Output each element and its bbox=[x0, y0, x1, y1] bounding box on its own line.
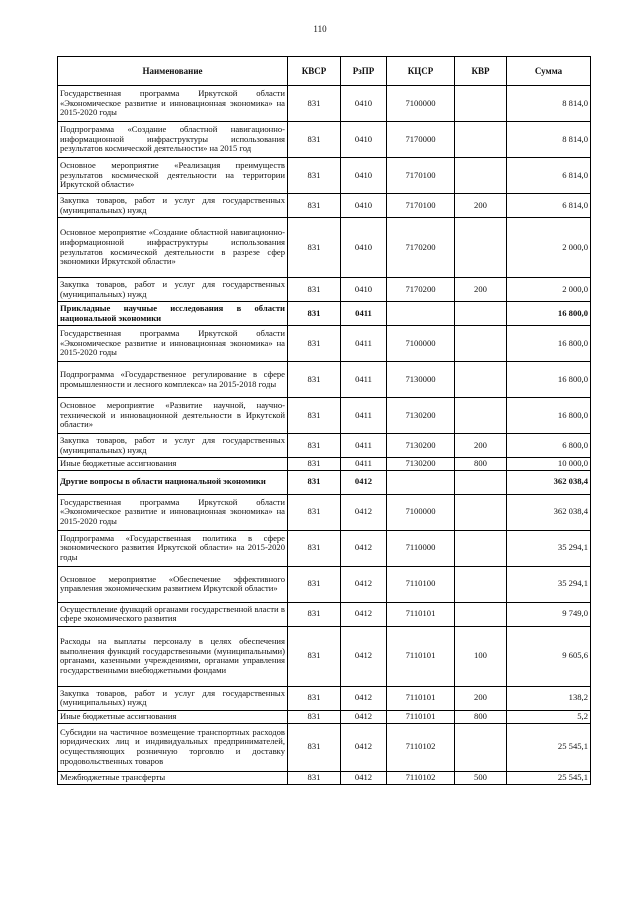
table-row bbox=[58, 530, 591, 566]
cell-kcsr: 7170100 bbox=[387, 158, 455, 194]
cell-kvsr: 831 bbox=[288, 566, 341, 602]
cell-name: Закупка товаров, работ и услуг для государственных (муниципальных) нужд bbox=[58, 194, 288, 218]
cell-rzpr: 0410 bbox=[341, 86, 387, 122]
cell-rzpr: 0412 bbox=[341, 771, 387, 784]
table-row bbox=[58, 566, 591, 602]
cell-kvsr: 831 bbox=[288, 710, 341, 723]
cell-rzpr: 0410 bbox=[341, 194, 387, 218]
table-row bbox=[58, 278, 591, 302]
table-row bbox=[58, 158, 591, 194]
table-row bbox=[58, 302, 591, 326]
cell-kvsr: 831 bbox=[288, 602, 341, 626]
cell-sum: 25 545,1 bbox=[507, 723, 591, 771]
cell-kvsr: 831 bbox=[288, 771, 341, 784]
cell-kvr bbox=[455, 362, 507, 398]
cell-kcsr bbox=[387, 470, 455, 494]
cell-kcsr: 7110101 bbox=[387, 626, 455, 686]
cell-name: Иные бюджетные ассигнования bbox=[58, 710, 288, 723]
cell-name: Государственная программа Иркутской области «Экономическое развитие и инновационная экономика» на 2015-2020 годы bbox=[58, 86, 288, 122]
cell-kvr: 200 bbox=[455, 686, 507, 710]
cell-kcsr: 7110101 bbox=[387, 686, 455, 710]
cell-sum: 16 800,0 bbox=[507, 398, 591, 434]
cell-kvr: 800 bbox=[455, 710, 507, 723]
cell-kvsr: 831 bbox=[288, 194, 341, 218]
cell-name: Основное мероприятие «Создание областной навигационно-информационной инфраструктуры использования результатов космической деятельности в разрезе сфер экономики Иркутской области» bbox=[58, 218, 288, 278]
column-header-kvr: КВР bbox=[455, 57, 507, 86]
table-row bbox=[58, 723, 591, 771]
cell-name: Субсидии на частичное возмещение транспортных расходов юридических лиц и индивидуальных предпринимателей, осуществляющих розничную торговлю и доставку продовольственных товаров bbox=[58, 723, 288, 771]
cell-rzpr: 0412 bbox=[341, 566, 387, 602]
cell-kvsr: 831 bbox=[288, 158, 341, 194]
cell-kvr: 500 bbox=[455, 771, 507, 784]
cell-name: Закупка товаров, работ и услуг для государственных (муниципальных) нужд bbox=[58, 278, 288, 302]
cell-kcsr: 7170100 bbox=[387, 194, 455, 218]
cell-kvsr: 831 bbox=[288, 302, 341, 326]
cell-name: Иные бюджетные ассигнования bbox=[58, 458, 288, 471]
cell-kcsr: 7110102 bbox=[387, 723, 455, 771]
cell-kcsr: 7110100 bbox=[387, 566, 455, 602]
cell-sum: 16 800,0 bbox=[507, 326, 591, 362]
cell-kcsr bbox=[387, 302, 455, 326]
table-row bbox=[58, 710, 591, 723]
cell-rzpr: 0412 bbox=[341, 686, 387, 710]
cell-sum: 6 814,0 bbox=[507, 158, 591, 194]
cell-name: Основное мероприятие «Реализация преимуществ результатов космической деятельности на территории Иркутской области» bbox=[58, 158, 288, 194]
cell-sum: 6 800,0 bbox=[507, 434, 591, 458]
cell-sum: 16 800,0 bbox=[507, 302, 591, 326]
cell-name: Основное мероприятие «Обеспечение эффективного управления экономическим развитием Иркутской области» bbox=[58, 566, 288, 602]
column-header-sum: Сумма bbox=[507, 57, 591, 86]
cell-sum: 10 000,0 bbox=[507, 458, 591, 471]
cell-kcsr: 7130000 bbox=[387, 362, 455, 398]
cell-kcsr: 7100000 bbox=[387, 86, 455, 122]
table-row bbox=[58, 434, 591, 458]
cell-sum: 9 605,6 bbox=[507, 626, 591, 686]
cell-name: Другие вопросы в области национальной экономики bbox=[58, 470, 288, 494]
table-row bbox=[58, 362, 591, 398]
cell-kvr bbox=[455, 494, 507, 530]
cell-kvr bbox=[455, 470, 507, 494]
cell-kvr bbox=[455, 723, 507, 771]
cell-kcsr: 7130200 bbox=[387, 458, 455, 471]
cell-kvr bbox=[455, 602, 507, 626]
cell-rzpr: 0412 bbox=[341, 626, 387, 686]
table-row bbox=[58, 218, 591, 278]
table-row bbox=[58, 458, 591, 471]
cell-kvr bbox=[455, 302, 507, 326]
cell-kvsr: 831 bbox=[288, 86, 341, 122]
cell-kvr: 200 bbox=[455, 194, 507, 218]
cell-kvr bbox=[455, 566, 507, 602]
cell-kcsr: 7130200 bbox=[387, 434, 455, 458]
column-header-kcsr: КЦСР bbox=[387, 57, 455, 86]
cell-sum: 2 000,0 bbox=[507, 278, 591, 302]
cell-kcsr: 7110101 bbox=[387, 602, 455, 626]
cell-name: Государственная программа Иркутской области «Экономическое развитие и инновационная экономика» на 2015-2020 годы bbox=[58, 326, 288, 362]
cell-rzpr: 0411 bbox=[341, 398, 387, 434]
cell-rzpr: 0411 bbox=[341, 434, 387, 458]
cell-rzpr: 0412 bbox=[341, 710, 387, 723]
cell-rzpr: 0411 bbox=[341, 458, 387, 471]
cell-kvr: 200 bbox=[455, 278, 507, 302]
cell-sum: 9 749,0 bbox=[507, 602, 591, 626]
cell-kvsr: 831 bbox=[288, 530, 341, 566]
cell-kvsr: 831 bbox=[288, 218, 341, 278]
page-number: 110 bbox=[313, 24, 327, 34]
cell-sum: 362 038,4 bbox=[507, 494, 591, 530]
cell-sum: 5,2 bbox=[507, 710, 591, 723]
cell-name: Межбюджетные трансферты bbox=[58, 771, 288, 784]
cell-kcsr: 7170000 bbox=[387, 122, 455, 158]
cell-name: Подпрограмма «Государственная политика в сфере экономического развития Иркутской области» на 2015-2020 годы bbox=[58, 530, 288, 566]
cell-kvr bbox=[455, 530, 507, 566]
table-row bbox=[58, 86, 591, 122]
table-body bbox=[58, 86, 591, 785]
cell-kvsr: 831 bbox=[288, 398, 341, 434]
cell-sum: 35 294,1 bbox=[507, 566, 591, 602]
cell-name: Закупка товаров, работ и услуг для государственных (муниципальных) нужд bbox=[58, 686, 288, 710]
cell-kcsr: 7110000 bbox=[387, 530, 455, 566]
table-row bbox=[58, 771, 591, 784]
cell-rzpr: 0412 bbox=[341, 602, 387, 626]
table-row bbox=[58, 326, 591, 362]
cell-rzpr: 0412 bbox=[341, 530, 387, 566]
cell-kvsr: 831 bbox=[288, 362, 341, 398]
cell-kvsr: 831 bbox=[288, 278, 341, 302]
cell-kcsr: 7110101 bbox=[387, 710, 455, 723]
table-row bbox=[58, 194, 591, 218]
cell-name: Основное мероприятие «Развитие научной, научно-технической и инновационной деятельности в Иркутской области» bbox=[58, 398, 288, 434]
cell-sum: 35 294,1 bbox=[507, 530, 591, 566]
column-header-rzpr: РзПР bbox=[341, 57, 387, 86]
cell-sum: 16 800,0 bbox=[507, 362, 591, 398]
cell-kvsr: 831 bbox=[288, 458, 341, 471]
cell-rzpr: 0410 bbox=[341, 278, 387, 302]
cell-kvr bbox=[455, 158, 507, 194]
cell-kcsr: 7110102 bbox=[387, 771, 455, 784]
cell-name: Расходы на выплаты персоналу в целях обеспечения выполнения функций государственными (муниципальными) органами, казенными учреждениями, органами управления государственными внебюджетными фондами bbox=[58, 626, 288, 686]
cell-kvsr: 831 bbox=[288, 686, 341, 710]
cell-name: Подпрограмма «Государственное регулирование в сфере промышленности и лесного комплекса» на 2015-2018 годы bbox=[58, 362, 288, 398]
cell-kvr bbox=[455, 398, 507, 434]
cell-kvsr: 831 bbox=[288, 122, 341, 158]
table-row bbox=[58, 626, 591, 686]
cell-kvsr: 831 bbox=[288, 434, 341, 458]
cell-kvr: 200 bbox=[455, 434, 507, 458]
table-row bbox=[58, 470, 591, 494]
cell-kvr: 800 bbox=[455, 458, 507, 471]
cell-sum: 8 814,0 bbox=[507, 122, 591, 158]
cell-name: Закупка товаров, работ и услуг для государственных (муниципальных) нужд bbox=[58, 434, 288, 458]
cell-rzpr: 0410 bbox=[341, 158, 387, 194]
cell-kvsr: 831 bbox=[288, 326, 341, 362]
cell-sum: 25 545,1 bbox=[507, 771, 591, 784]
budget-table bbox=[57, 56, 591, 785]
table-header-row bbox=[58, 57, 591, 86]
cell-kcsr: 7170200 bbox=[387, 278, 455, 302]
cell-rzpr: 0411 bbox=[341, 326, 387, 362]
cell-rzpr: 0410 bbox=[341, 122, 387, 158]
cell-kvr bbox=[455, 218, 507, 278]
column-header-kvsr: КВСР bbox=[288, 57, 341, 86]
cell-kvr bbox=[455, 326, 507, 362]
cell-rzpr: 0412 bbox=[341, 470, 387, 494]
cell-name: Государственная программа Иркутской области «Экономическое развитие и инновационная экономика» на 2015-2020 годы bbox=[58, 494, 288, 530]
cell-kcsr: 7100000 bbox=[387, 326, 455, 362]
cell-name: Прикладные научные исследования в области национальной экономики bbox=[58, 302, 288, 326]
cell-sum: 2 000,0 bbox=[507, 218, 591, 278]
cell-kvsr: 831 bbox=[288, 494, 341, 530]
cell-name: Подпрограмма «Создание областной навигационно-информационной инфраструктуры использования результатов космической деятельности» на 2015 год bbox=[58, 122, 288, 158]
table-row bbox=[58, 494, 591, 530]
column-header-name: Наименование bbox=[58, 57, 288, 86]
cell-sum: 8 814,0 bbox=[507, 86, 591, 122]
table-row bbox=[58, 686, 591, 710]
cell-sum: 138,2 bbox=[507, 686, 591, 710]
cell-kvsr: 831 bbox=[288, 626, 341, 686]
cell-kvr bbox=[455, 86, 507, 122]
table-row bbox=[58, 602, 591, 626]
cell-rzpr: 0412 bbox=[341, 494, 387, 530]
cell-kvr bbox=[455, 122, 507, 158]
cell-sum: 6 814,0 bbox=[507, 194, 591, 218]
cell-sum: 362 038,4 bbox=[507, 470, 591, 494]
cell-rzpr: 0411 bbox=[341, 362, 387, 398]
cell-kvsr: 831 bbox=[288, 470, 341, 494]
table-row bbox=[58, 122, 591, 158]
cell-rzpr: 0411 bbox=[341, 302, 387, 326]
cell-kvr: 100 bbox=[455, 626, 507, 686]
cell-rzpr: 0412 bbox=[341, 723, 387, 771]
cell-kvsr: 831 bbox=[288, 723, 341, 771]
cell-kcsr: 7130200 bbox=[387, 398, 455, 434]
table-row bbox=[58, 398, 591, 434]
cell-kcsr: 7170200 bbox=[387, 218, 455, 278]
cell-kcsr: 7100000 bbox=[387, 494, 455, 530]
cell-rzpr: 0410 bbox=[341, 218, 387, 278]
cell-name: Осуществление функций органами государственной власти в сфере экономического развития bbox=[58, 602, 288, 626]
